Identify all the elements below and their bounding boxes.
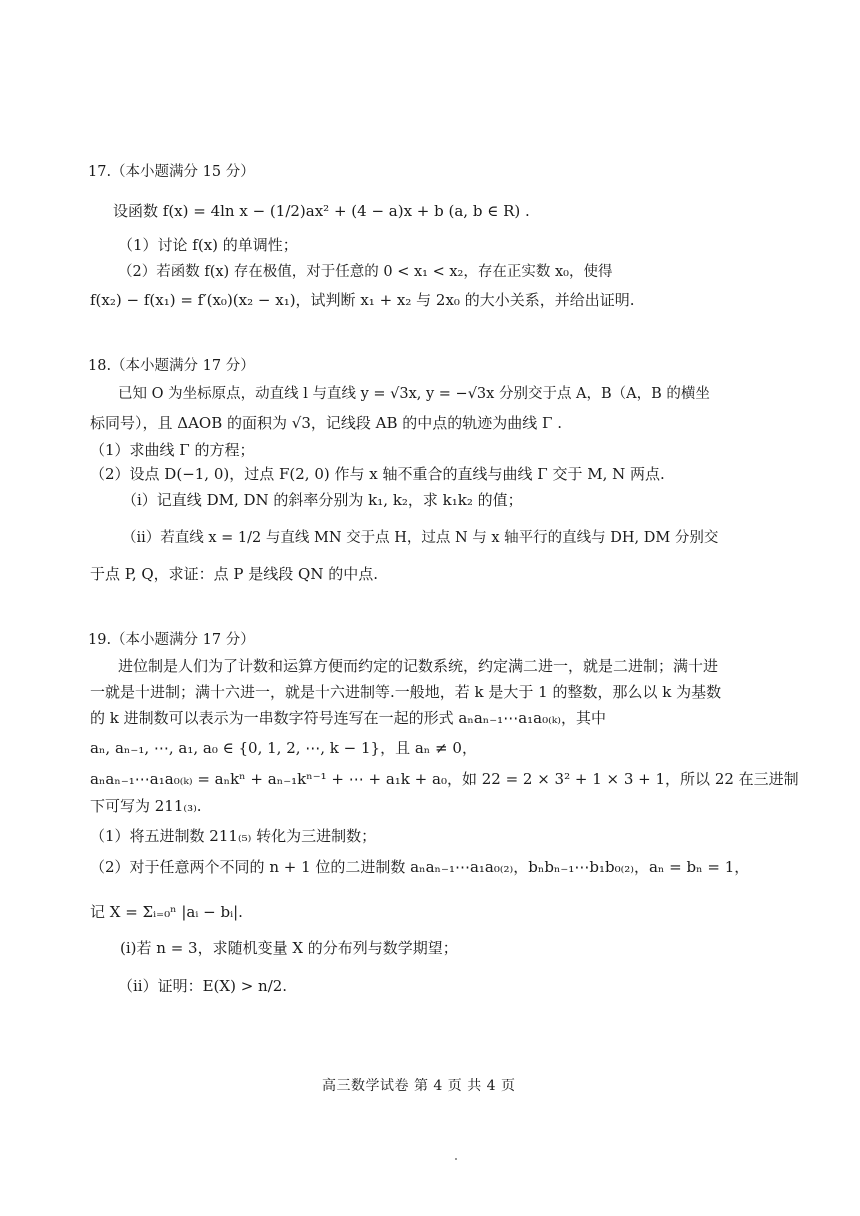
page-footer: 高三数学试卷 第 4 页 共 4 页: [322, 1078, 516, 1094]
q19-def-x: 记 X = Σᵢ₌₀ⁿ |aᵢ − bᵢ|.: [90, 903, 243, 921]
q18-sub-ii-line1: （ii）若直线 x = 1/2 与直线 MN 交于点 H，过点 N 与 x 轴平行的直线与 DH, DM 分别交: [122, 530, 719, 546]
q17-part2-line1: （2）若函数 f(x) 存在极值，对于任意的 0 < x₁ < x₂，存在正实数 x₀，使得: [118, 264, 613, 280]
q19-sub-ii: （ii）证明：E(X) > n/2.: [118, 977, 288, 995]
q18-stem-line2: 标同号），且 ΔAOB 的面积为 √3，记线段 AB 的中点的轨迹为曲线 Γ .: [90, 414, 562, 432]
q19-part2: （2）对于任意两个不同的 n + 1 位的二进制数 aₙaₙ₋₁⋯a₁a₀₍₂₎，bₙbₙ₋₁⋯b₁b₀₍₂₎，aₙ = bₙ = 1，: [90, 858, 750, 876]
q18-sub-ii-line2: 于点 P, Q，求证：点 P 是线段 QN 的中点.: [90, 565, 379, 583]
q18-part2: （2）设点 D(−1, 0)，过点 F(2, 0) 作与 x 轴不重合的直线与曲线 Γ 交于 M, N 两点.: [90, 465, 665, 483]
q19-stem-line3: 的 k 进制数可以表示为一串数字符号连写在一起的形式 aₙaₙ₋₁⋯a₁a₀₍ₖ₎，其中: [90, 709, 606, 727]
scan-speck: [455, 1158, 457, 1160]
q17-stem: 设函数 f(x) = 4ln x − (1/2)ax² + (4 − a)x + b (a, b ∈ R) .: [113, 202, 530, 220]
q19-part1: （1）将五进制数 211₍₅₎ 转化为三进制数；: [90, 827, 377, 845]
q18-part1: （1）求曲线 Γ 的方程；: [90, 441, 255, 459]
q17-part2-line2: f(x₂) − f(x₁) = f′(x₀)(x₂ − x₁)，试判断 x₁ + x₂ 与 2x₀ 的大小关系，并给出证明.: [90, 291, 635, 309]
q17-part1: （1）讨论 f(x) 的单调性；: [118, 236, 298, 254]
q17-heading: 17.（本小题满分 15 分）: [88, 164, 255, 180]
q19-stem-line5: aₙaₙ₋₁⋯a₁a₀₍ₖ₎ = aₙkⁿ + aₙ₋₁kⁿ⁻¹ + ⋯ + a₁k + a₀，如 22 = 2 × 3² + 1 × 3 + 1，所以 22 在三进制: [90, 770, 799, 788]
q19-stem-line4: aₙ, aₙ₋₁, ⋯, a₁, a₀ ∈ {0, 1, 2, ⋯, k − 1}，且 aₙ ≠ 0，: [90, 739, 477, 757]
q19-sub-i: (i)若 n = 3，求随机变量 X 的分布列与数学期望；: [120, 939, 458, 957]
q18-stem-line1: 已知 O 为坐标原点，动直线 l 与直线 y = √3x, y = −√3x 分别交于点 A，B（A，B 的横坐: [118, 386, 710, 402]
q18-sub-i: （i）记直线 DM, DN 的斜率分别为 k₁, k₂，求 k₁k₂ 的值；: [122, 491, 523, 509]
q18-heading: 18.（本小题满分 17 分）: [88, 358, 255, 374]
q19-stem-line6: 下可写为 211₍₃₎.: [90, 797, 202, 815]
q19-stem-line2: 一就是十进制；满十六进一，就是十六进制等.一般地，若 k 是大于 1 的整数，那么以 k 为基数: [90, 683, 722, 701]
q19-stem-line1: 进位制是人们为了计数和运算方便而约定的记数系统，约定满二进一，就是二进制；满十进: [118, 657, 719, 675]
q19-heading: 19.（本小题满分 17 分）: [88, 632, 255, 648]
